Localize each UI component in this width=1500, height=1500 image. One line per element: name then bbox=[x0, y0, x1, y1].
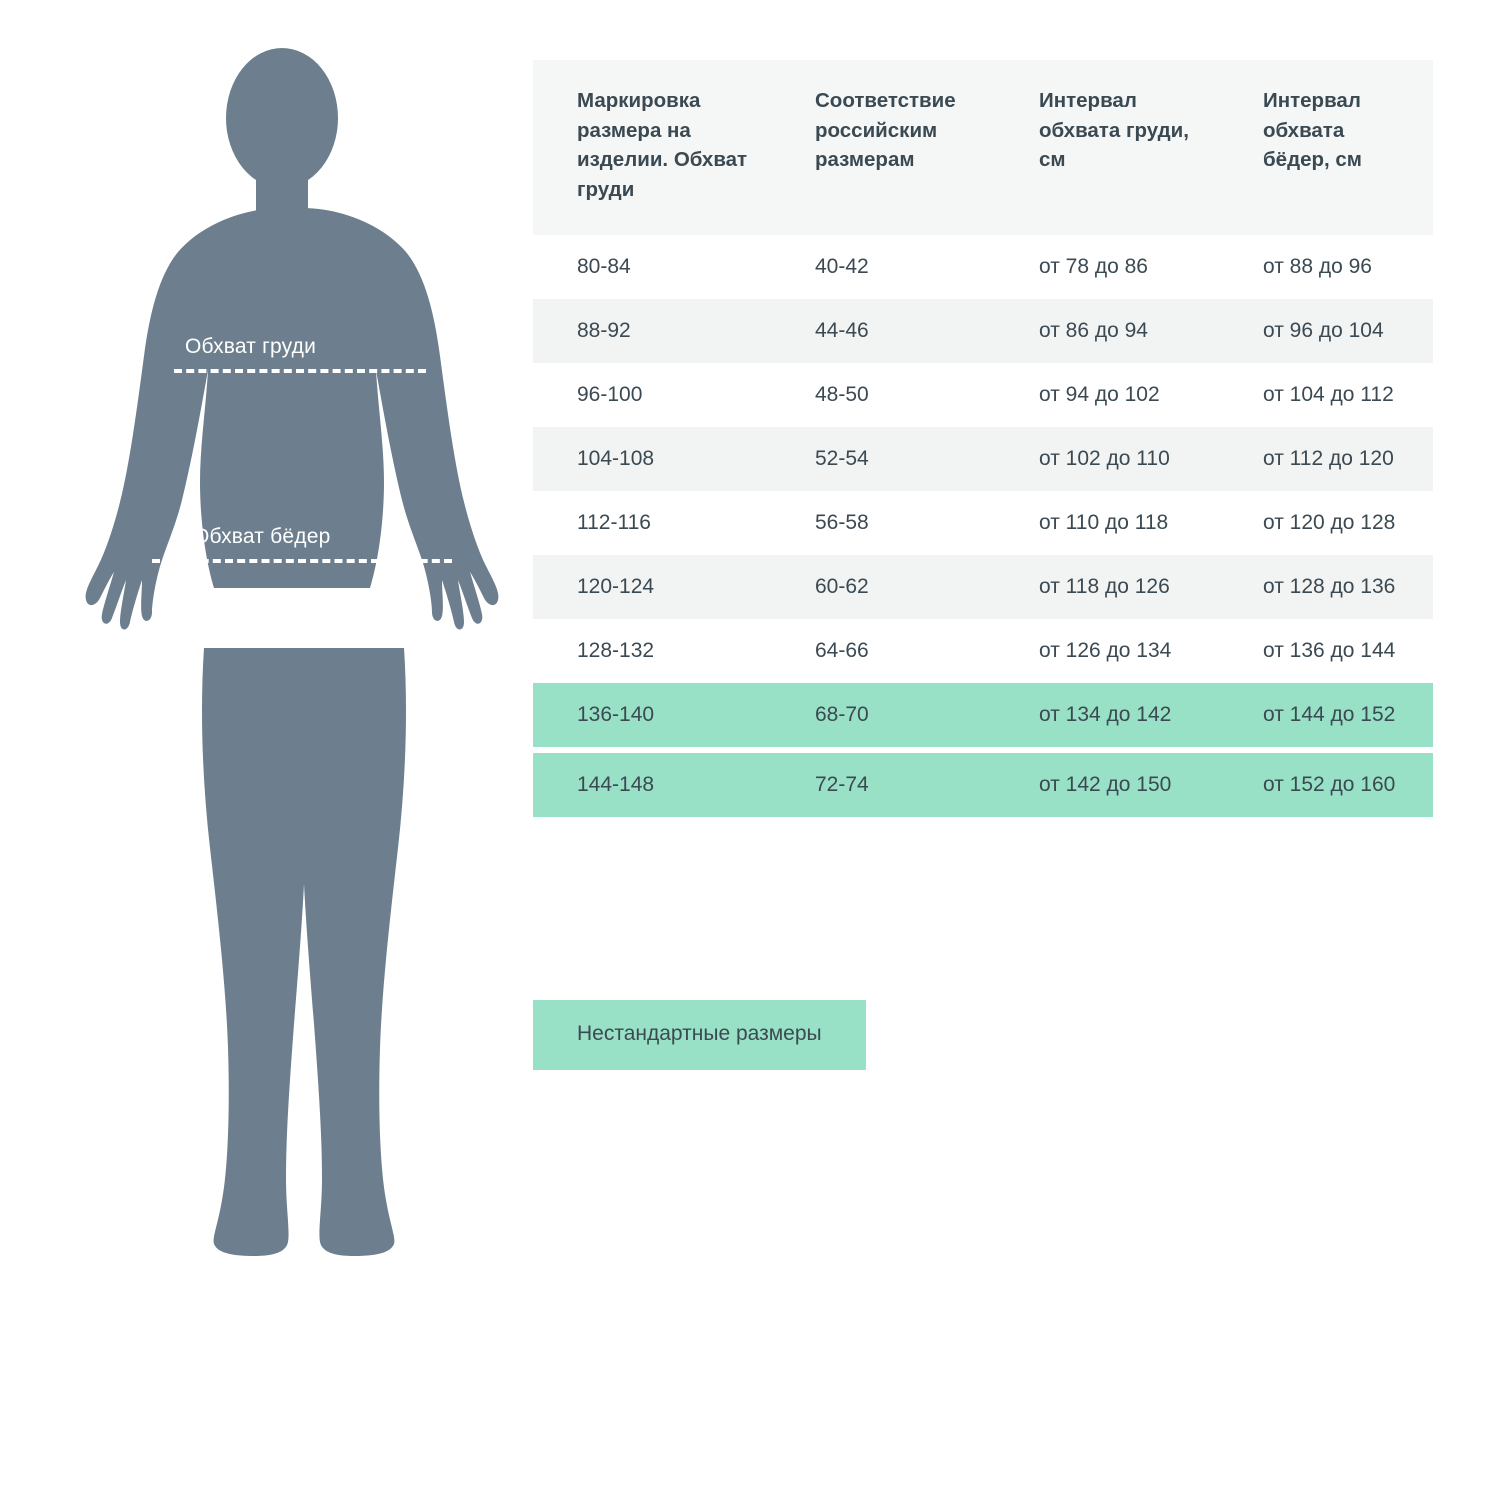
cell-russian-size: 60-62 bbox=[771, 555, 995, 619]
cell-chest-range: от 142 до 150 bbox=[995, 753, 1219, 817]
cell-marking: 88-92 bbox=[533, 299, 771, 363]
cell-hips-range: от 104 до 112 bbox=[1219, 363, 1433, 427]
cell-marking: 104-108 bbox=[533, 427, 771, 491]
table-header bbox=[533, 60, 1433, 235]
cell-russian-size: 72-74 bbox=[771, 753, 995, 817]
cell-chest-range: от 94 до 102 bbox=[995, 363, 1219, 427]
cell-marking: 96-100 bbox=[533, 363, 771, 427]
size-table bbox=[533, 60, 1433, 817]
column-header-chest-range: Интервал обхвата груди, см bbox=[995, 60, 1219, 235]
table-header-row bbox=[533, 60, 1433, 235]
cell-chest-range: от 86 до 94 bbox=[995, 299, 1219, 363]
cell-hips-range: от 88 до 96 bbox=[1219, 235, 1433, 299]
legend-nonstandard-sizes: Нестандартные размеры bbox=[533, 1000, 866, 1070]
cell-chest-range: от 134 до 142 bbox=[995, 683, 1219, 747]
cell-hips-range: от 144 до 152 bbox=[1219, 683, 1433, 747]
cell-chest-range: от 118 до 126 bbox=[995, 555, 1219, 619]
chest-measure-line bbox=[174, 369, 426, 373]
cell-hips-range: от 136 до 144 bbox=[1219, 619, 1433, 683]
cell-hips-range: от 96 до 104 bbox=[1219, 299, 1433, 363]
table-row bbox=[533, 491, 1433, 555]
cell-hips-range: от 128 до 136 bbox=[1219, 555, 1433, 619]
table-row bbox=[533, 753, 1433, 817]
cell-chest-range: от 102 до 110 bbox=[995, 427, 1219, 491]
cell-russian-size: 48-50 bbox=[771, 363, 995, 427]
cell-hips-range: от 120 до 128 bbox=[1219, 491, 1433, 555]
cell-marking: 112-116 bbox=[533, 491, 771, 555]
cell-russian-size: 64-66 bbox=[771, 619, 995, 683]
table-row bbox=[533, 683, 1433, 747]
body-figure bbox=[60, 40, 500, 1260]
column-header-russian-size: Соответствие российским размерам bbox=[771, 60, 995, 235]
cell-hips-range: от 112 до 120 bbox=[1219, 427, 1433, 491]
table-row bbox=[533, 619, 1433, 683]
cell-marking: 80-84 bbox=[533, 235, 771, 299]
cell-marking: 136-140 bbox=[533, 683, 771, 747]
hips-measure-label: Обхват бёдер bbox=[193, 525, 331, 548]
cell-marking: 120-124 bbox=[533, 555, 771, 619]
table-row bbox=[533, 299, 1433, 363]
table-body bbox=[533, 235, 1433, 817]
female-silhouette-icon bbox=[60, 40, 500, 1260]
hips-measure-line bbox=[152, 559, 452, 563]
cell-chest-range: от 78 до 86 bbox=[995, 235, 1219, 299]
chest-measure-label: Обхват груди bbox=[185, 335, 317, 358]
table-row bbox=[533, 555, 1433, 619]
cell-russian-size: 52-54 bbox=[771, 427, 995, 491]
table-row bbox=[533, 363, 1433, 427]
cell-hips-range: от 152 до 160 bbox=[1219, 753, 1433, 817]
table-row bbox=[533, 427, 1433, 491]
cell-chest-range: от 110 до 118 bbox=[995, 491, 1219, 555]
column-header-hips-range: Интервал обхвата бёдер, см bbox=[1219, 60, 1433, 235]
cell-marking: 144-148 bbox=[533, 753, 771, 817]
cell-chest-range: от 126 до 134 bbox=[995, 619, 1219, 683]
cell-marking: 128-132 bbox=[533, 619, 771, 683]
cell-russian-size: 44-46 bbox=[771, 299, 995, 363]
cell-russian-size: 56-58 bbox=[771, 491, 995, 555]
cell-russian-size: 68-70 bbox=[771, 683, 995, 747]
table-row bbox=[533, 235, 1433, 299]
column-header-marking: Маркировка размера на изделии. Обхват груди bbox=[533, 60, 771, 235]
size-table-wrapper bbox=[533, 60, 1433, 817]
cell-russian-size: 40-42 bbox=[771, 235, 995, 299]
